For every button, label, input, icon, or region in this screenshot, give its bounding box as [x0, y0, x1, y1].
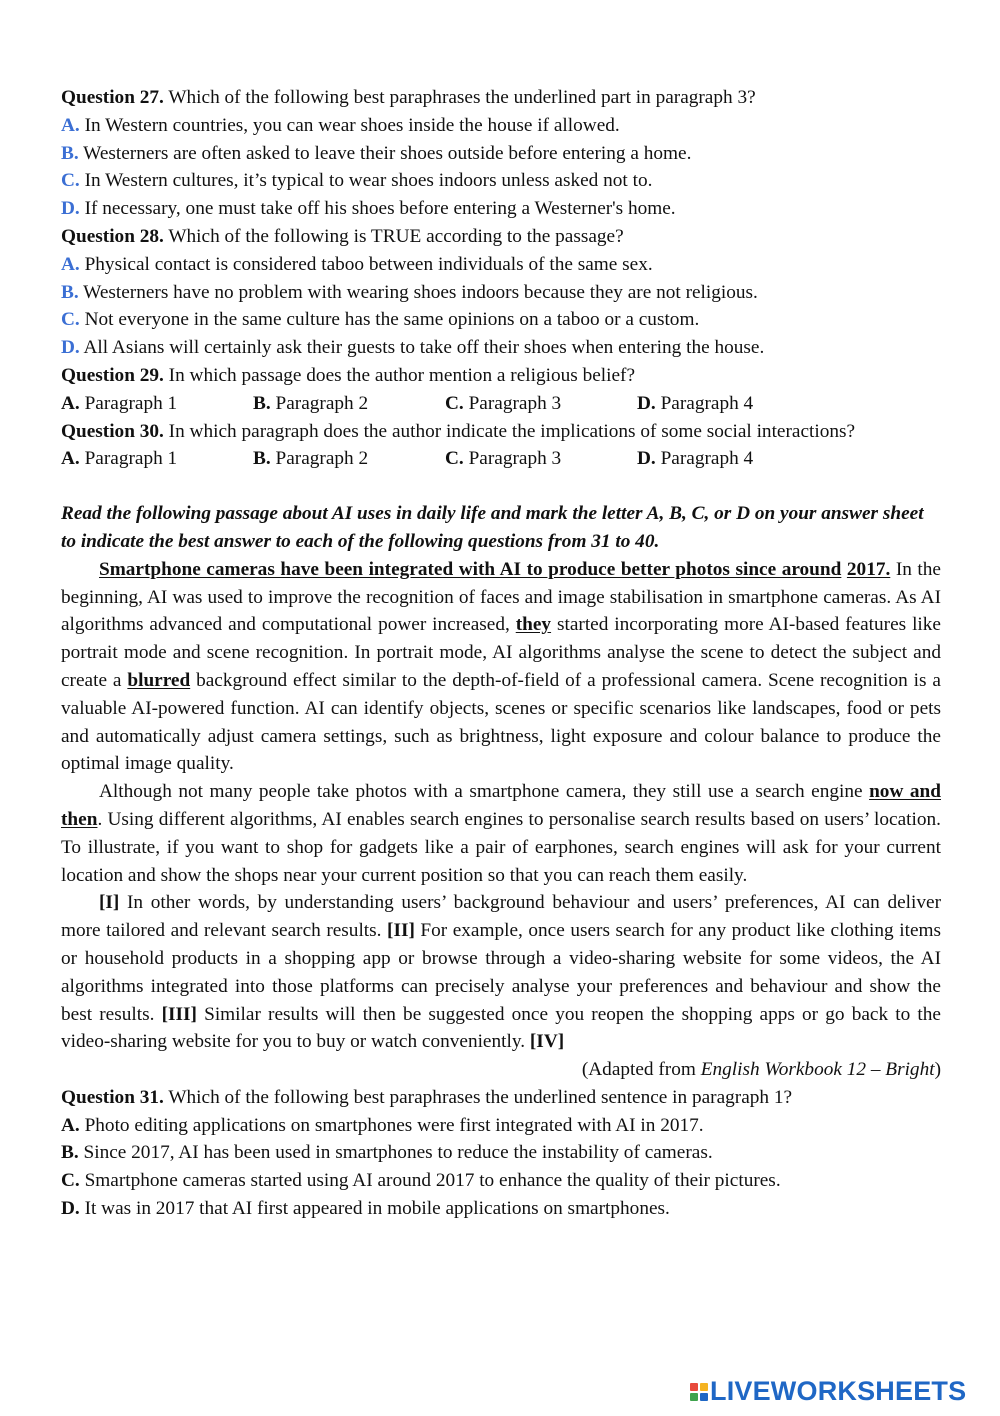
question-text: In which passage does the author mention a religious belief?	[163, 364, 636, 386]
q28-option-b: B. Westerners have no problem with wearing shoes indoors because they are not religious.	[61, 281, 758, 303]
liveworksheets-logo	[690, 1376, 966, 1407]
q27-option-d: D. If necessary, one must take off his shoes before entering a Westerner's home.	[61, 198, 676, 220]
logo-text: LIVEWORKSHEETS	[710, 1376, 967, 1406]
q31-option-b: B. Since 2017, AI has been used in smartphones to reduce the instability of cameras.	[61, 1142, 713, 1164]
question-label: Question 31.	[61, 1086, 164, 1108]
q28-option-c: C. Not everyone in the same culture has the same opinions on a taboo or a custom.	[61, 309, 700, 331]
q29-option-a: A. Paragraph 1	[61, 392, 178, 414]
logo-square-4	[700, 1393, 708, 1401]
q28-option-a: A. Physical contact is considered taboo between individuals of the same sex.	[61, 253, 653, 275]
source-title: English Workbook 12 – Bright	[700, 1059, 935, 1081]
question-label: Question 30.	[61, 420, 164, 442]
question-text: In which paragraph does the author indicate the implications of some social interactions?	[163, 420, 856, 442]
q29-option-d: D. Paragraph 4	[637, 392, 754, 414]
question-text: Which of the following best paraphrases the underlined sentence in paragraph 1?	[163, 1086, 793, 1108]
passage-source: (Adapted from English Workbook 12 – Bright)	[581, 1059, 941, 1081]
underlined-phrase-now-and-then: now and then	[61, 781, 941, 830]
logo-square-2	[700, 1383, 708, 1391]
question-28	[61, 223, 941, 251]
question-31	[61, 1084, 941, 1112]
passage-paragraph-3: [I] In other words, by understanding users’ background behaviour and users’ preferences, AI can deliver more tailored and relevant search results. [II] For example, once users search for any product like clothing items or household products in a shopping app or browse through a video-sharing website for some videos, the AI algorithms integrated into those platforms can precisely analyse your preferences and behaviour and show the best results. [III] Similar results will then be suggested once you reopen the shopping apps or go back to the video-sharing website for you to buy or watch conveniently. [IV]	[61, 892, 942, 1053]
underlined-year: 2017.	[846, 558, 891, 580]
question-text: Which of the following is TRUE according to the passage?	[163, 225, 624, 247]
q31-option-d: D. It was in 2017 that AI first appeared in mobile applications on smartphones.	[61, 1198, 670, 1220]
underlined-word-they: they	[515, 614, 552, 636]
logo-square-1	[690, 1383, 698, 1391]
q30-option-a: A. Paragraph 1	[61, 448, 178, 470]
q30-option-d: D. Paragraph 4	[637, 448, 754, 470]
q30-options	[61, 445, 941, 473]
q31-option-c: C. Smartphone cameras started using AI around 2017 to enhance the quality of their pictures.	[61, 1170, 781, 1192]
question-27	[61, 84, 941, 112]
insertion-marker-2: [II]	[387, 920, 415, 942]
question-label: Question 27.	[61, 87, 164, 108]
reading-instructions: Read the following passage about AI uses in daily life and mark the letter A, B, C, or D on your answer sheet to indicate the best answer to each of the following questions from 31 to 40.	[61, 503, 924, 552]
logo-mark-icon	[690, 1383, 708, 1401]
question-text: Which of the following best paraphrases the underlined part in paragraph 3?	[163, 87, 756, 108]
passage-paragraph-2: Although not many people take photos with a smartphone camera, they still use a search engine now and then. Using different algorithms, AI enables search engines to personalise search results based on users’ location. To illustrate, if you want to shop for gadgets like a pair of earphones, search engines will ask for your current location and show the shops near your current position so that you can reach them easily.	[61, 781, 941, 886]
q29-option-c: C. Paragraph 3	[445, 392, 562, 414]
question-label: Question 29.	[61, 364, 164, 386]
logo-square-3	[690, 1393, 698, 1401]
underlined-word-blurred: blurred	[127, 669, 191, 691]
q31-option-a: A. Photo editing applications on smartphones were first integrated with AI in 2017.	[61, 1114, 704, 1136]
underlined-sentence: Smartphone cameras have been integrated with AI to produce better photos since around	[99, 558, 842, 580]
q27-option-c: C. In Western cultures, it’s typical to wear shoes indoors unless asked not to.	[61, 170, 653, 192]
question-29	[61, 362, 941, 390]
passage-paragraph-1: Smartphone cameras have been integrated with AI to produce better photos since around 2017. In the beginning, AI was used to improve the recognition of faces and image stabilisation in smartphone cameras. As AI algorithms advanced and computational power increased, they started incorporating more AI-based features like portrait mode and scene recognition. In portrait mode, AI algorithms analyse the scene to detect the subject and create a blurred background effect similar to the depth-of-field of a professional camera. Scene recognition is a valuable AI-powered function. AI can identify objects, scenes or specific scenarios like landscapes, food or pets and automatically adjust camera settings, such as brightness, light exposure and colour balance to produce the optimal image quality.	[61, 558, 941, 775]
worksheet-page	[61, 84, 941, 1223]
insertion-marker-3: [III]	[161, 1003, 197, 1025]
q28-option-d: D. All Asians will certainly ask their guests to take off their shoes when entering the house.	[61, 337, 765, 359]
insertion-marker-1: [I]	[99, 892, 120, 914]
q27-option-a: A. In Western countries, you can wear shoes inside the house if allowed.	[61, 114, 620, 136]
insertion-marker-4: [IV]	[529, 1031, 565, 1053]
question-30	[61, 418, 941, 446]
q30-option-c: C. Paragraph 3	[445, 448, 562, 470]
q29-options	[61, 390, 941, 418]
question-label: Question 28.	[61, 225, 164, 247]
q29-option-b: B. Paragraph 2	[253, 392, 369, 414]
q27-option-b: B. Westerners are often asked to leave their shoes outside before entering a home.	[61, 142, 692, 164]
q30-option-b: B. Paragraph 2	[253, 448, 369, 470]
